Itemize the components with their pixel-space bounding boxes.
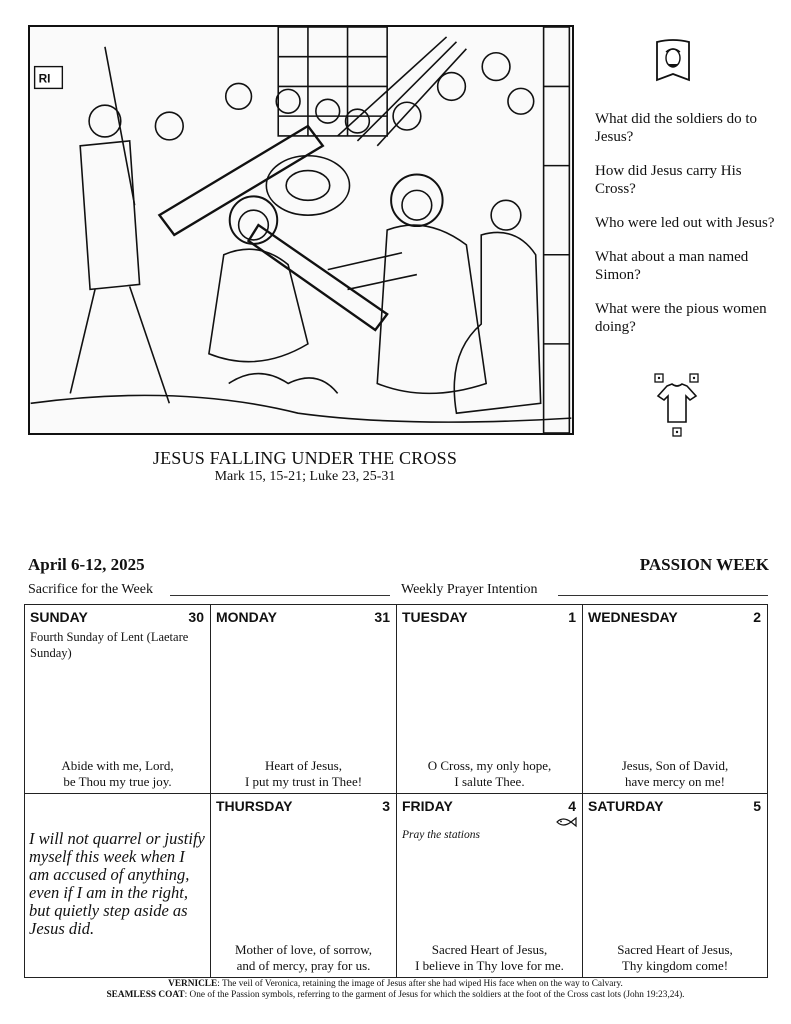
day-name: FRIDAY: [402, 798, 453, 814]
footnote-term: SEAMLESS COAT: [106, 990, 185, 1000]
seamless-coat-icon: [652, 372, 702, 440]
footnote-vernicle: [20, 979, 771, 990]
day-name: THURSDAY: [216, 798, 293, 814]
sacrifice-line[interactable]: [170, 595, 390, 596]
stone-column: [544, 27, 570, 433]
day-name: SUNDAY: [30, 609, 88, 625]
day-prayer: [215, 942, 392, 974]
prayer-line: I put my trust in Thee!: [244, 774, 363, 789]
reflection-questions: [595, 110, 775, 352]
day-prayer: [587, 942, 763, 974]
question-item: How did Jesus carry His Cross?: [595, 163, 742, 197]
day-prayer: [29, 758, 206, 790]
cross-beam: [159, 126, 322, 235]
intention-label: Weekly Prayer Intention: [401, 582, 538, 597]
question-item: What about a man named Simon?: [595, 249, 749, 283]
day-number: 4: [568, 798, 576, 814]
day-number: 3: [382, 798, 390, 814]
day-name: TUESDAY: [402, 609, 468, 625]
day-number: 5: [753, 798, 761, 814]
day-prayer: [587, 758, 763, 790]
day-cell-tuesday[interactable]: [397, 605, 583, 794]
footnote-term: VERNICLE: [168, 979, 218, 989]
prayer-line: Heart of Jesus,: [265, 758, 342, 773]
prayer-line: Abide with me, Lord,: [61, 758, 174, 773]
sacrifice-label: Sacrifice for the Week: [28, 582, 153, 597]
resolution-cell: [25, 794, 211, 977]
jesus-halo: [230, 196, 278, 244]
woodcut-illustration: [28, 25, 574, 435]
week-dates: April 6-12, 2025: [28, 555, 145, 574]
prayer-line: O Cross, my only hope,: [427, 758, 552, 773]
day-number: 2: [753, 609, 761, 625]
prayer-line: Sacred Heart of Jesus,: [617, 942, 733, 957]
day-number: 1: [568, 609, 576, 625]
footnote-text: : One of the Passion symbols, referring to the garment of Jesus for which the soldiers at the foot of the Cross cast lots (John 19:23,24).: [184, 990, 685, 1000]
day-prayer: [401, 758, 578, 790]
day-name: SATURDAY: [588, 798, 664, 814]
day-number: 31: [374, 609, 390, 625]
day-cell-friday[interactable]: [397, 794, 583, 977]
soldier-shield: [266, 156, 349, 215]
day-note: Fourth Sunday of Lent (Laetare Sunday): [30, 630, 189, 660]
day-prayer: [215, 758, 392, 790]
day-cell-thursday[interactable]: [211, 794, 397, 977]
day-cell-saturday[interactable]: [583, 794, 767, 977]
prayer-line: have mercy on me!: [625, 774, 725, 789]
week-name: PASSION WEEK: [639, 555, 769, 574]
prayer-line: Mother of love, of sorrow,: [234, 942, 373, 957]
cross-sign-text: RI: [38, 71, 51, 86]
fish-icon: [555, 816, 577, 828]
city-wall: [278, 27, 387, 136]
veil-of-veronica-icon: [653, 36, 693, 86]
prayer-line: Sacred Heart of Jesus,: [431, 942, 548, 957]
day-note: Pray the stations: [402, 829, 480, 841]
prayer-line: I salute Thee.: [454, 774, 525, 789]
prayer-line: Jesus, Son of David,: [621, 758, 729, 773]
illustration-caption-reference: Mark 15, 15-21; Luke 23, 25-31: [214, 469, 396, 484]
day-cell-monday[interactable]: [211, 605, 397, 794]
day-number: 30: [188, 609, 204, 625]
prayer-line: I believe in Thy love for me.: [415, 958, 564, 973]
day-name: WEDNESDAY: [588, 609, 678, 625]
illustration-drawing: [30, 27, 572, 433]
prayer-line: be Thou my true joy.: [63, 774, 172, 789]
day-cell-sunday[interactable]: [25, 605, 211, 794]
prayer-line: Thy kingdom come!: [621, 958, 729, 973]
jesus-figure: [209, 249, 308, 362]
question-item: What were the pious women doing?: [595, 301, 767, 335]
week-calendar-grid: [24, 604, 768, 978]
prayer-line: and of mercy, pray for us.: [236, 958, 371, 973]
illustration-caption-title: JESUS FALLING UNDER THE CROSS: [152, 448, 458, 468]
day-prayer: [401, 942, 578, 974]
footnote-text: : The veil of Veronica, retaining the image of Jesus after she had wiped His face when on the way to Calvary.: [217, 979, 623, 989]
day-name: MONDAY: [216, 609, 277, 625]
question-item: Who were led out with Jesus?: [595, 215, 775, 231]
question-item: What did the soldiers do to Jesus?: [595, 111, 758, 145]
weekly-resolution: I will not quarrel or justify myself this week when I am accused of anything, even if I am in the right, but quietly step aside as Jesus did.: [29, 829, 205, 938]
footnote-seamless-coat: [20, 990, 771, 1001]
intention-line[interactable]: [558, 595, 768, 596]
day-cell-wednesday[interactable]: [583, 605, 767, 794]
